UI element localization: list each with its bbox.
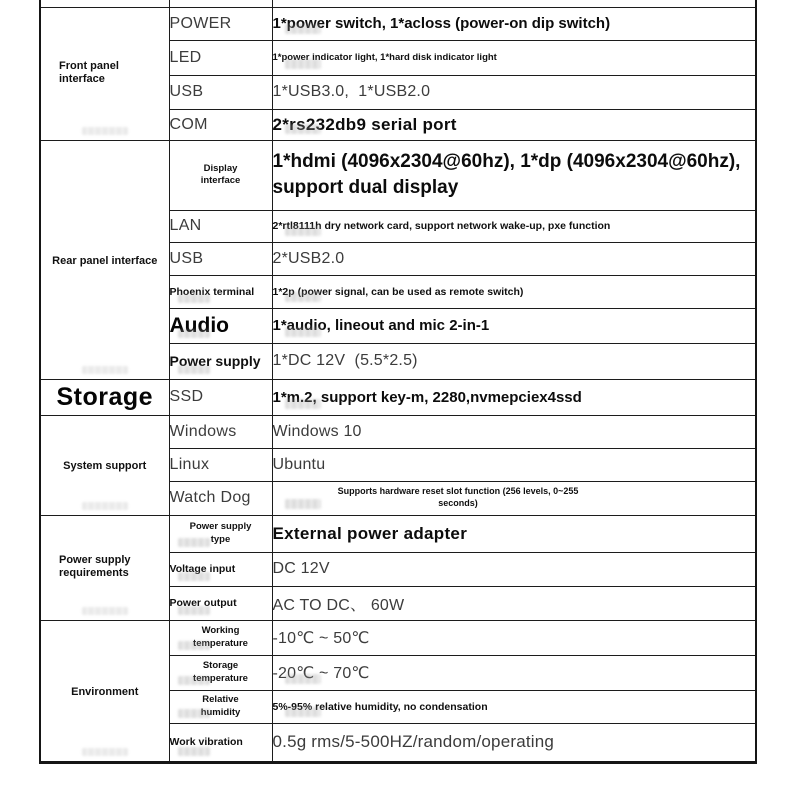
item-label: Phoenix terminal — [169, 285, 255, 298]
spec-value: Ubuntu — [272, 455, 326, 473]
category-label: Power supply requirements — [59, 553, 131, 580]
item-label: Voltage input — [169, 563, 236, 575]
item-cell-linux — [169, 448, 272, 481]
item-label: COM — [169, 115, 208, 133]
item-label: Power supply — [169, 353, 261, 369]
spec-value: 2*USB2.0 — [272, 249, 345, 267]
item-cell-power — [169, 7, 272, 40]
spec-value-cell-usb — [272, 75, 756, 109]
spec-value-cell-linux — [272, 448, 756, 481]
item-cell-power-output — [169, 586, 272, 620]
item-label: USB — [169, 249, 204, 267]
spec-value: -20℃ ~ 70℃ — [272, 664, 370, 682]
spec-value-cell-watch-dog — [272, 481, 756, 515]
artifact-smudge — [82, 502, 128, 510]
category-label: Environment — [71, 685, 139, 698]
artifact-smudge — [82, 607, 128, 615]
spec-row — [40, 620, 756, 655]
spec-value: 1*power switch, 1*acloss (power-on dip switch) — [272, 15, 611, 32]
spec-value-cell-windows — [272, 415, 756, 448]
item-label: LAN — [169, 217, 202, 234]
spec-row — [40, 379, 756, 415]
item-label: Work vibration — [169, 736, 243, 748]
item-cell-working-temperature — [169, 620, 272, 655]
item-cell-relative-humidity — [169, 690, 272, 723]
category-label: Front panel interface — [59, 59, 119, 86]
spec-value-cell-usb — [272, 242, 756, 275]
item-cell-voltage-input — [169, 552, 272, 586]
spec-table — [39, 0, 757, 764]
category-label: System support — [63, 460, 147, 472]
item-label: Windows — [169, 422, 237, 440]
item-cell-watch-dog — [169, 481, 272, 515]
spec-value: External power adapter — [272, 523, 468, 543]
category-label: Rear panel interface — [52, 254, 158, 267]
spec-value: Windows 10 — [272, 422, 362, 440]
spec-value: 1*power indicator light, 1*hard disk indicator light — [272, 52, 497, 63]
cropped-cell — [40, 0, 169, 7]
item-label: POWER — [169, 14, 232, 32]
spec-value-cell-power-supply — [272, 343, 756, 379]
item-cell-storage-temperature — [169, 655, 272, 690]
category-cell-power-supply-requirements — [40, 515, 169, 620]
category-cell-environment — [40, 620, 169, 762]
cropped-cell — [169, 0, 272, 7]
item-cell-power-supply-type — [169, 515, 272, 552]
spec-value-cell-lan — [272, 210, 756, 242]
spec-value: 2*rs232db9 serial port — [272, 114, 457, 134]
item-cell-led — [169, 40, 272, 75]
category-label: Storage — [56, 382, 154, 411]
artifact-smudge — [82, 127, 128, 135]
item-label: Power output — [169, 597, 237, 609]
item-cell-usb — [169, 75, 272, 109]
spec-value-cell-relative-humidity — [272, 690, 756, 723]
item-cell-display-interface — [169, 140, 272, 210]
spec-value: 1*m.2, support key-m, 2280,nvmepciex4ssd — [272, 388, 582, 406]
spec-row — [40, 515, 756, 552]
item-label: Audio — [169, 313, 229, 337]
category-cell-system-support — [40, 415, 169, 515]
item-label: Storage temperature — [193, 660, 248, 684]
item-cell-power-supply — [169, 343, 272, 379]
category-cell-front-panel-interface — [40, 7, 169, 140]
artifact-smudge — [82, 366, 128, 374]
spec-value: 1*hdmi (4096x2304@60hz), 1*dp (4096x2304@60hz), support dual display — [272, 151, 746, 198]
item-cell-work-vibration — [169, 723, 272, 762]
spec-value-cell-power — [272, 7, 756, 40]
spec-value-cell-com — [272, 109, 756, 140]
item-cell-com — [169, 109, 272, 140]
spec-value: 1*USB3.0, 1*USB2.0 — [272, 83, 431, 100]
item-cell-audio — [169, 308, 272, 343]
category-cell-storage — [40, 379, 169, 415]
spec-value-cell-work-vibration — [272, 723, 756, 762]
spec-value: -10℃ ~ 50℃ — [272, 629, 370, 647]
spec-value-cell-phoenix-terminal — [272, 275, 756, 308]
item-label: Watch Dog — [169, 489, 251, 506]
spec-value-cell-audio — [272, 308, 756, 343]
item-cell-windows — [169, 415, 272, 448]
spec-value-cell-ssd — [272, 379, 756, 415]
spec-value: AC TO DC、 60W — [272, 596, 405, 614]
spec-value-cell-power-output — [272, 586, 756, 620]
item-label: Working temperature — [193, 625, 248, 649]
spec-value: 1*DC 12V (5.5*2.5) — [272, 352, 418, 369]
spec-row — [40, 140, 756, 210]
artifact-smudge — [82, 748, 128, 756]
spec-value-cell-power-supply-type — [272, 515, 756, 552]
item-label: SSD — [169, 388, 204, 405]
spec-value: 2*rtl8111h dry network card, support network wake-up, pxe function — [272, 220, 611, 232]
spec-value: DC 12V — [272, 560, 330, 577]
spec-value: Supports hardware reset slot function (256 levels, 0~255 seconds) — [337, 486, 579, 508]
item-label: Display interface — [200, 162, 241, 186]
cropped-cell — [272, 0, 756, 7]
spec-value: 1*audio, lineout and mic 2-in-1 — [272, 317, 490, 334]
item-cell-lan — [169, 210, 272, 242]
cropped-top-row — [40, 0, 756, 7]
spec-value: 0.5g rms/5-500HZ/random/operating — [272, 732, 555, 751]
spec-row — [40, 7, 756, 40]
item-label: LED — [169, 48, 202, 66]
item-cell-ssd — [169, 379, 272, 415]
item-cell-phoenix-terminal — [169, 275, 272, 308]
item-label: Linux — [169, 455, 210, 473]
spec-value: 1*2p (power signal, can be used as remote switch) — [272, 285, 524, 298]
item-cell-usb — [169, 242, 272, 275]
item-label: Power supply type — [189, 521, 252, 545]
spec-value-cell-display-interface — [272, 140, 756, 210]
spec-value: 5%-95% relative humidity, no condensation — [272, 700, 488, 713]
spec-row — [40, 415, 756, 448]
item-label: USB — [169, 83, 204, 100]
spec-value-cell-working-temperature — [272, 620, 756, 655]
spec-value-cell-storage-temperature — [272, 655, 756, 690]
category-cell-rear-panel-interface — [40, 140, 169, 379]
spec-value-cell-voltage-input — [272, 552, 756, 586]
spec-value-cell-led — [272, 40, 756, 75]
spec-table-body — [40, 0, 756, 762]
item-label: Relative humidity — [200, 694, 241, 718]
